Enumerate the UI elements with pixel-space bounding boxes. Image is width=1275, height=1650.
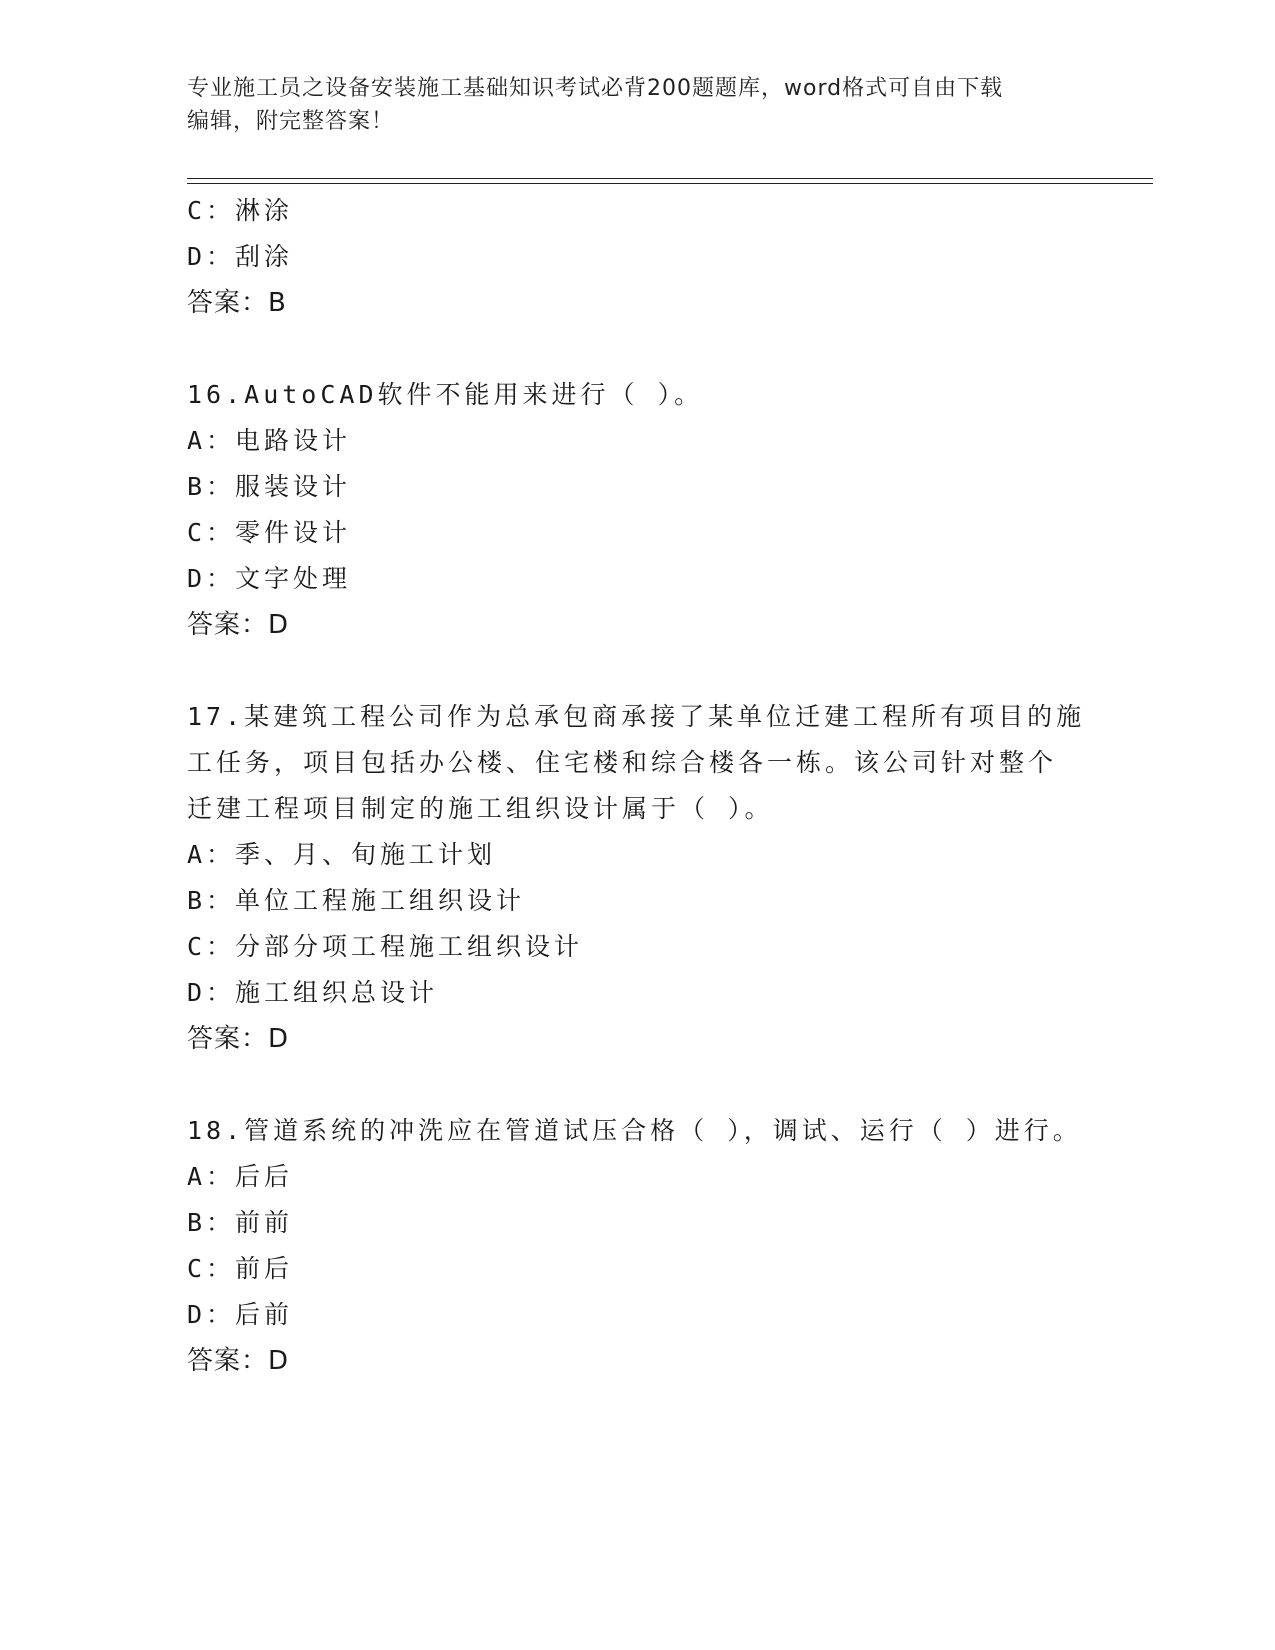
option-d: D：后前 <box>187 1300 294 1329</box>
question-stem: 16.AutoCAD软件不能用来进行（ ）。 <box>187 380 704 409</box>
question-18 <box>187 1108 1087 1384</box>
document-body <box>187 188 1087 1384</box>
question-stem-line-1: 17.某建筑工程公司作为总承包商承接了某单位迁建工程所有项目的施 <box>187 702 1086 731</box>
header-title-line-1: 专业施工员之设备安装施工基础知识考试必背200题题库，word格式可自由下载 <box>187 76 1004 101</box>
header-rule-top <box>187 178 1153 179</box>
option-c: C：淋涂 <box>187 196 294 225</box>
header-title-line-2: 编辑，附完整答案！ <box>187 109 395 134</box>
question-17 <box>187 694 1087 1062</box>
page-header <box>187 72 1087 138</box>
option-b: B：单位工程施工组织设计 <box>187 886 526 915</box>
answer: 答案：D <box>187 1346 290 1376</box>
spacer <box>187 648 1087 694</box>
option-d: D：施工组织总设计 <box>187 978 439 1007</box>
question-stem-line-3: 迁建工程项目制定的施工组织设计属于（ ）。 <box>187 794 774 823</box>
option-d: D：文字处理 <box>187 564 352 593</box>
option-a: A：后后 <box>187 1162 294 1191</box>
option-d: D：刮涂 <box>187 242 294 271</box>
answer: 答案：D <box>187 1024 290 1054</box>
spacer <box>187 326 1087 372</box>
option-a: A：电路设计 <box>187 426 352 455</box>
header-rule-bottom <box>187 183 1153 184</box>
question-16 <box>187 372 1087 648</box>
question-stem: 18.管道系统的冲洗应在管道试压合格（ ），调试、运行（ ）进行。 <box>187 1116 1082 1145</box>
question-15-continuation <box>187 188 1087 326</box>
option-c: C：零件设计 <box>187 518 352 547</box>
option-b: B：前前 <box>187 1208 294 1237</box>
option-a: A：季、月、旬施工计划 <box>187 840 497 869</box>
option-c: C：前后 <box>187 1254 294 1283</box>
option-c: C：分部分项工程施工组织设计 <box>187 932 584 961</box>
answer: 答案：D <box>187 610 290 640</box>
option-b: B：服装设计 <box>187 472 352 501</box>
spacer <box>187 1062 1087 1108</box>
answer: 答案：B <box>187 288 287 318</box>
question-stem-line-2: 工任务，项目包括办公楼、住宅楼和综合楼各一栋。该公司针对整个 <box>187 748 1058 777</box>
